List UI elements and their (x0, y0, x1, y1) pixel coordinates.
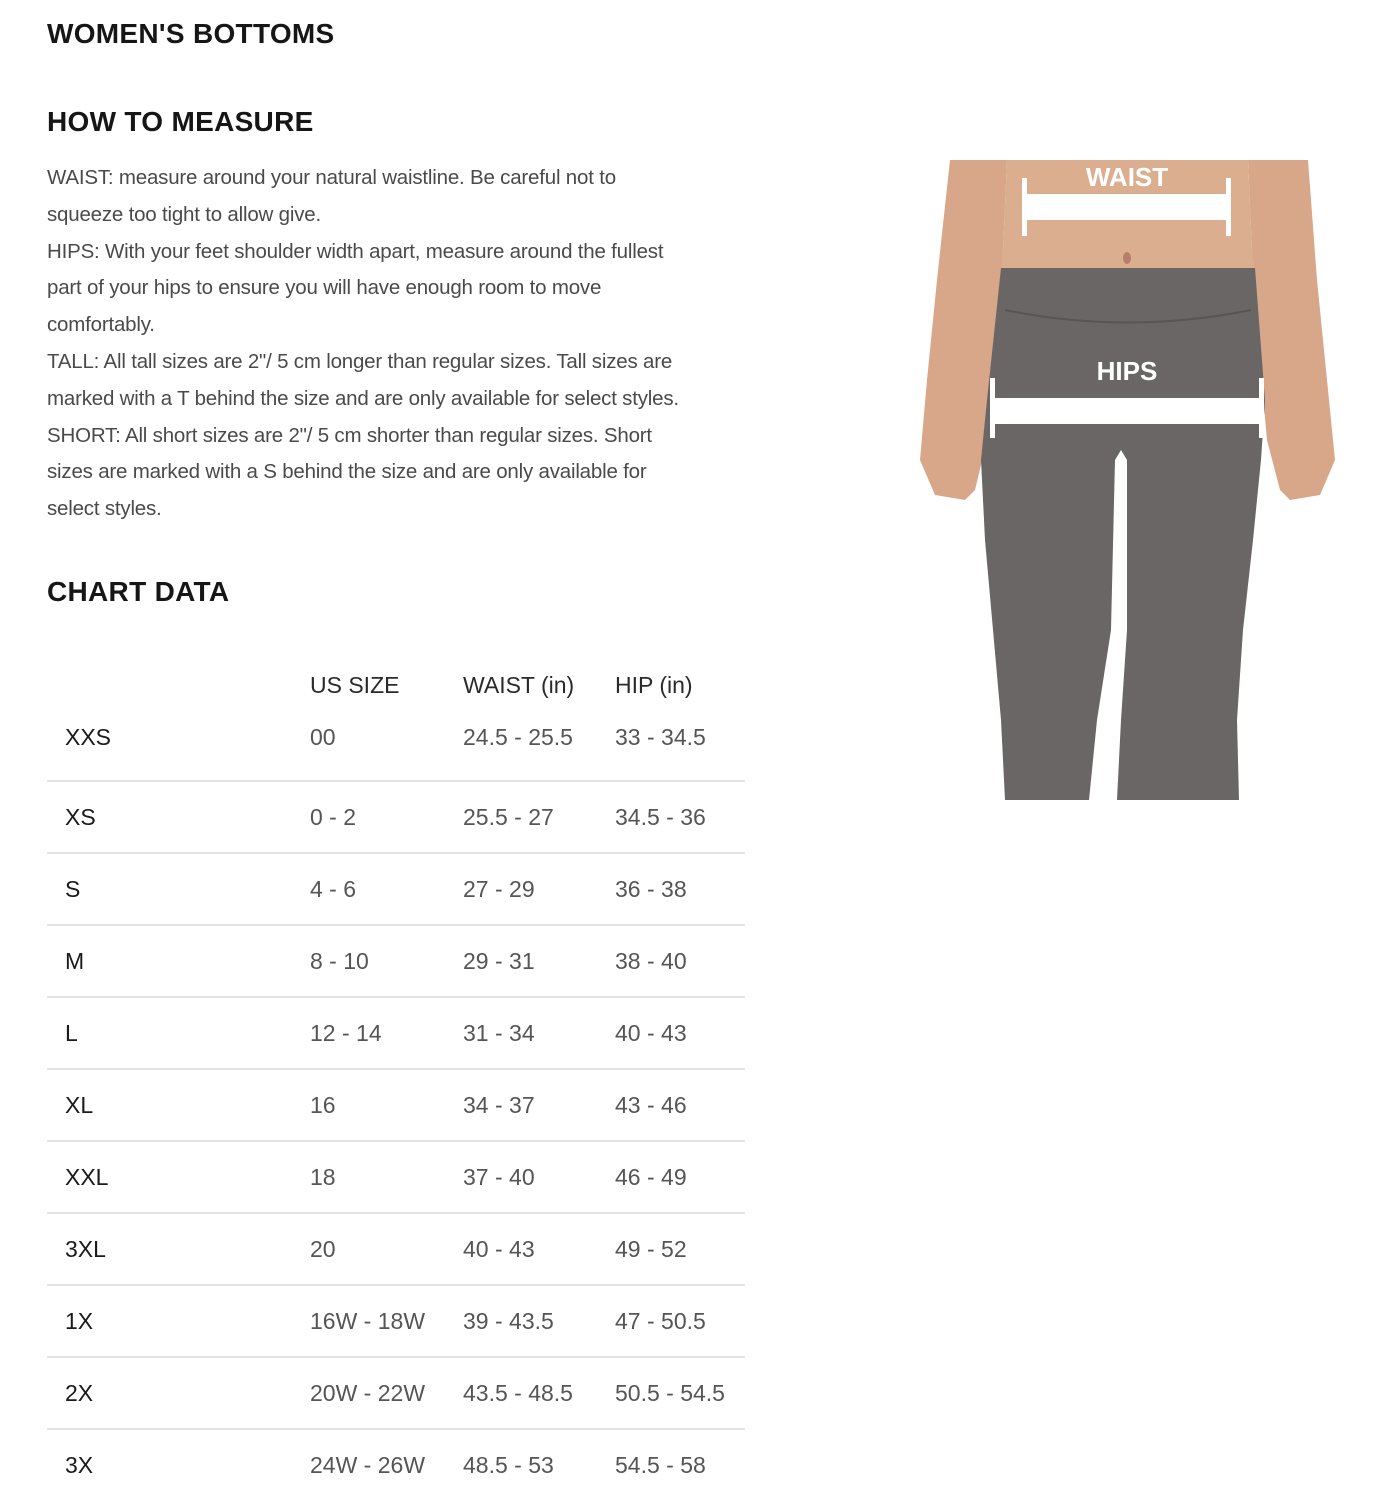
size-name-cell: XXS (65, 724, 112, 750)
instruction-line: WAIST: measure around your natural waistline. Be careful not to (47, 166, 616, 189)
hips-label: HIPS (1096, 356, 1158, 386)
waist-measure-band (1026, 194, 1228, 220)
how-to-measure-heading: HOW TO MEASURE (47, 106, 314, 137)
hip-cell: 54.5 - 58 (615, 1451, 706, 1478)
measurement-figure (915, 160, 1340, 805)
size-name-cell: XXL (65, 1163, 109, 1190)
column-header-size-name (47, 654, 310, 716)
size-name-cell: M (65, 947, 85, 974)
column-header-us-size: US SIZE (310, 671, 400, 698)
us-size-cell: 18 (310, 1163, 336, 1190)
column-header-waist: WAIST (in) (463, 671, 575, 698)
hip-cell: 34.5 - 36 (615, 803, 706, 830)
table-body (47, 716, 745, 1500)
waist-cell: 43.5 - 48.5 (463, 1379, 573, 1406)
us-size-cell: 16 (310, 1091, 336, 1118)
measure-instructions (47, 160, 747, 528)
us-size-cell: 8 - 10 (310, 947, 369, 974)
instruction-line: part of your hips to ensure you will have enough room to move (47, 276, 602, 300)
waist-cell: 40 - 43 (463, 1235, 535, 1262)
waist-cell: 34 - 37 (463, 1091, 535, 1118)
hip-cell: 47 - 50.5 (615, 1307, 706, 1334)
hips-band-left-cap (990, 378, 995, 438)
waist-band-left-cap (1022, 178, 1027, 236)
chart-data-heading: CHART DATA (47, 576, 230, 607)
waist-band-right-cap (1226, 178, 1231, 236)
size-name-cell: XL (65, 1091, 94, 1118)
hip-cell: 43 - 46 (615, 1091, 687, 1118)
us-size-cell: 20W - 22W (310, 1379, 426, 1406)
size-name-cell: XS (65, 803, 96, 830)
table-row (47, 1141, 745, 1213)
instruction-line: SHORT: All short sizes are 2"/ 5 cm shorter than regular sizes. Short (47, 423, 652, 447)
table-row (47, 925, 745, 997)
hip-cell: 49 - 52 (615, 1235, 687, 1262)
table-header-row (47, 654, 745, 716)
instruction-line: marked with a T behind the size and are only available for select styles. (47, 386, 679, 410)
waist-cell: 27 - 29 (463, 875, 535, 902)
size-chart-table (47, 654, 745, 1500)
table-row (47, 716, 745, 781)
hip-cell: 38 - 40 (615, 947, 687, 974)
column-header-hip: HIP (in) (615, 671, 693, 698)
us-size-cell: 20 (310, 1235, 336, 1262)
waist-cell: 24.5 - 25.5 (463, 724, 573, 750)
us-size-cell: 24W - 26W (310, 1451, 426, 1478)
size-name-cell: 1X (65, 1307, 94, 1334)
size-name-cell: S (65, 875, 81, 902)
hips-measure-band (993, 398, 1261, 424)
table-row (47, 1069, 745, 1141)
navel (1123, 252, 1131, 264)
waist-cell: 25.5 - 27 (463, 803, 554, 830)
waist-cell: 39 - 43.5 (463, 1307, 554, 1334)
hips-band-right-cap (1259, 378, 1264, 438)
us-size-cell: 0 - 2 (310, 803, 357, 830)
hip-cell: 33 - 34.5 (615, 724, 706, 750)
table-row (47, 853, 745, 925)
table-row (47, 1429, 745, 1500)
waist-cell: 37 - 40 (463, 1163, 535, 1190)
us-size-cell: 16W - 18W (310, 1307, 426, 1334)
instruction-line: squeeze too tight to allow give. (47, 202, 321, 226)
table-row (47, 1357, 745, 1429)
waist-label: WAIST (1085, 162, 1169, 192)
table-row (47, 997, 745, 1069)
waist-cell: 48.5 - 53 (463, 1451, 554, 1478)
size-name-cell: 3X (65, 1451, 94, 1478)
us-size-cell: 4 - 6 (310, 875, 357, 902)
waist-cell: 31 - 34 (463, 1019, 535, 1046)
instruction-line: TALL: All tall sizes are 2"/ 5 cm longer than regular sizes. Tall sizes are (47, 349, 673, 373)
instruction-line: comfortably. (47, 313, 155, 337)
hip-cell: 40 - 43 (615, 1019, 687, 1046)
hip-cell: 36 - 38 (615, 875, 687, 902)
instruction-line: HIPS: With your feet shoulder width apart, measure around the fullest (47, 239, 664, 263)
hip-cell: 46 - 49 (615, 1163, 687, 1190)
size-name-cell: L (65, 1019, 78, 1046)
size-name-cell: 3XL (65, 1235, 106, 1262)
hip-cell: 50.5 - 54.5 (615, 1379, 725, 1406)
us-size-cell: 00 (310, 724, 336, 750)
table-row (47, 1213, 745, 1285)
table-row (47, 1285, 745, 1357)
leggings (981, 268, 1265, 800)
instruction-line: sizes are marked with a S behind the size and are only available for (47, 460, 647, 484)
us-size-cell: 12 - 14 (310, 1019, 382, 1046)
size-name-cell: 2X (65, 1379, 94, 1406)
waist-cell: 29 - 31 (463, 947, 535, 974)
table-row (47, 781, 745, 853)
leggings-model-illustration (915, 160, 1340, 805)
instruction-line: select styles. (47, 497, 162, 521)
page-title: WOMEN'S BOTTOMS (47, 18, 335, 49)
